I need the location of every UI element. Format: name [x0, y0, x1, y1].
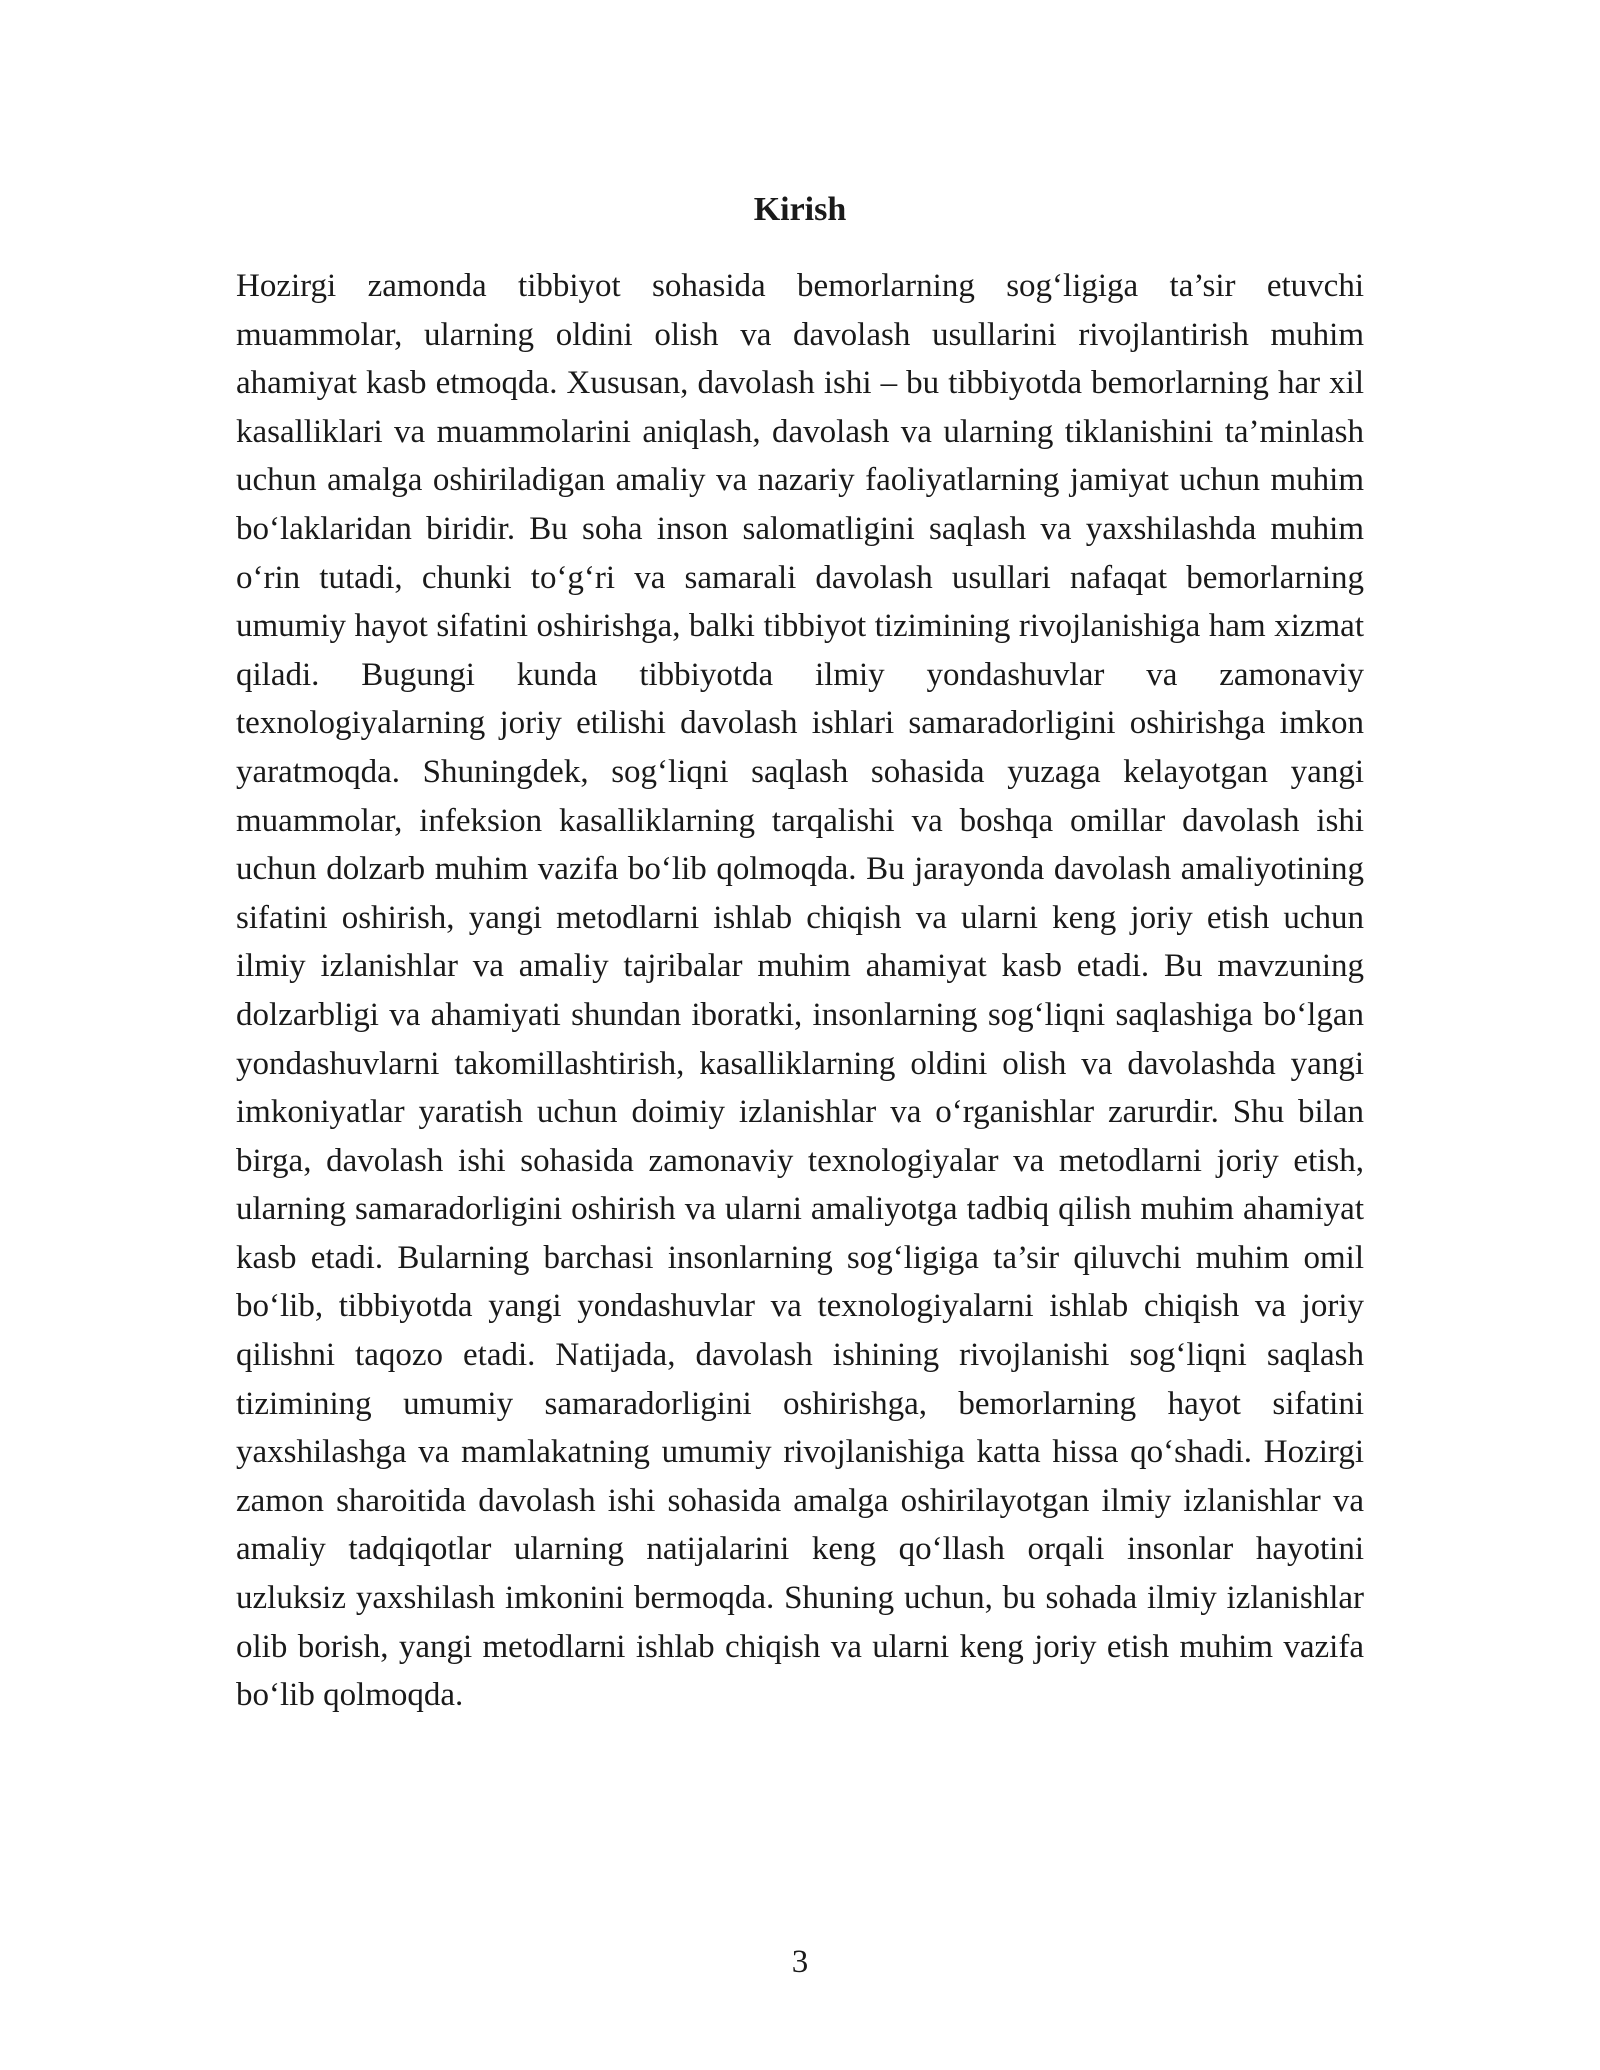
page-number: 3 [791, 1944, 809, 1980]
page-title: Kirish [753, 191, 847, 228]
body-paragraph: Hozirgi zamonda tibbiyot sohasida bemorlarning sog‘ligiga ta’sir etuvchi muammolar, ularning oldini olish va davolash usullarini rivojlantirish muhim ahamiyat kasb etmoqda. Xususan, davolash ishi – bu tibbiyotda bemorlarning har xil kasalliklari va muammolarini aniqlash, davolash va ularning tiklanishini ta’minlash uchun amalga oshiriladigan amaliy va nazariy faoliyatlarning jamiyat uchun muhim bo‘laklaridan biridir. Bu soha inson salomatligini saqlash va yaxshilashda muhim o‘rin tutadi, chunki to‘g‘ri va samarali davolash usullari nafaqat bemorlarning umumiy hayot sifatini oshirishga, balki tibbiyot tizimining rivojlanishiga ham xizmat qiladi. Bugungi kunda tibbiyotda ilmiy yondashuvlar va zamonaviy texnologiyalarning joriy etilishi davolash ishlari samaradorligini oshirishga imkon yaratmoqda. Shuningdek, sog‘liqni saqlash sohasida yuzaga kelayotgan yangi muammolar, infeksion kasalliklarning tarqalishi va boshqa omillar davolash ishi uchun dolzarb muhim vazifa bo‘lib qolmoqda. Bu jarayonda davolash amaliyotining sifatini oshirish, yangi metodlarni ishlab chiqish va ularni keng joriy etish uchun ilmiy izlanishlar va amaliy tajribalar muhim ahamiyat kasb etadi. Bu mavzuning dolzarbligi va ahamiyati shundan iboratki, insonlarning sog‘liqni saqlashiga bo‘lgan yondashuvlarni takomillashtirish, kasalliklarning oldini olish va davolashda yangi imkoniyatlar yaratish uchun doimiy izlanishlar va o‘rganishlar zarurdir. Shu bilan birga, davolash ishi sohasida zamonaviy texnologiyalar va metodlarni joriy etish, ularning samaradorligini oshirish va ularni amaliyotga tadbiq qilish muhim ahamiyat kasb etadi. Bularning barchasi insonlarning sog‘ligiga ta’sir qiluvchi muhim omil bo‘lib, tibbiyotda yangi yondashuvlar va texnologiyalarni ishlab chiqish va joriy qilishni taqozo etadi. Natijada, davolash ishining rivojlanishi sog‘liqni saqlash tizimining umumiy samaradorligini oshirishga, bemorlarning hayot sifatini yaxshilashga va mamlakatning umumiy rivojlanishiga katta hissa qo‘shadi. Hozirgi zamon sharoitida davolash ishi sohasida amalga oshirilayotgan ilmiy izlanishlar va amaliy tadqiqotlar ularning natijalarini keng qo‘llash orqali insonlar hayotini uzluksiz yaxshilash imkonini bermoqda. Shuning uchun, bu sohada ilmiy izlanishlar olib borish, yangi metodlarni ishlab chiqish va ularni keng joriy etish muhim vazifa bo‘lib qolmoqda. [236, 268, 1364, 1714]
